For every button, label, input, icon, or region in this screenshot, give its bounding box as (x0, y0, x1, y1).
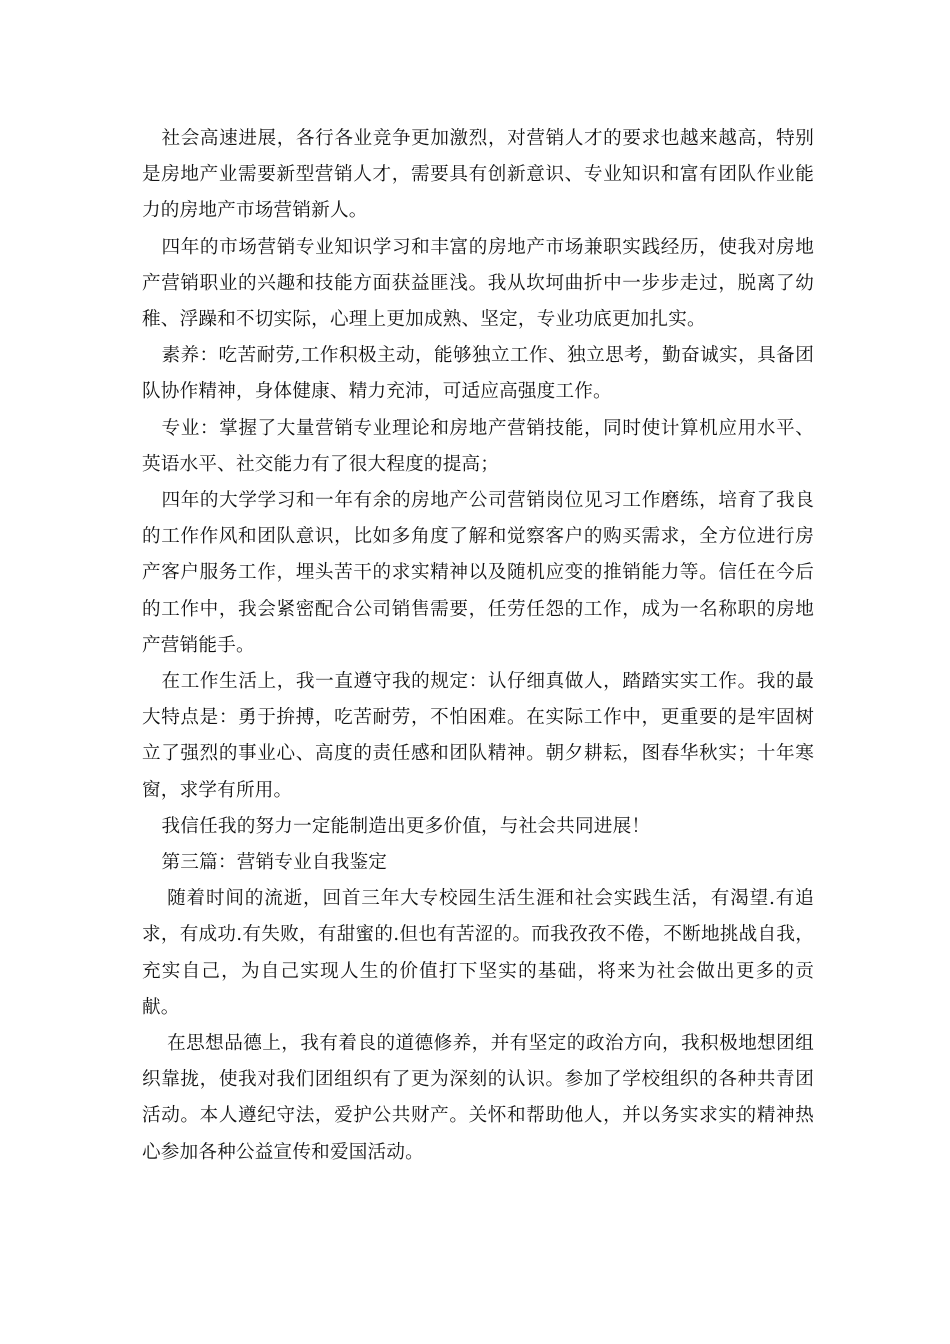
paragraph-professional: 专业：掌握了大量营销专业理论和房地产营销技能，同时使计算机应用水平、英语水平、社交能力有了很大程度的提高； (142, 417, 814, 475)
paragraph-moral-character: 在思想品德上，我有着良的道德修养，并有坚定的政治方向，我积极地想团组织靠拢，使我对我们团组织有了更为深刻的认识。参加了学校组织的各种共青团活动。本人遵纪守法，爱护公共财产。关怀和帮助他人，并以务实求实的精神热心参加各种公益宣传和爱国活动。 (142, 1033, 814, 1163)
section-heading: 第三篇：营销专业自我鉴定 (161, 852, 388, 874)
paragraph-study-experience: 四年的市场营销专业知识学习和丰富的房地产市场兼职实践经历，使我对房地产营销职业的兴趣和技能方面获益匪浅。我从坎坷曲折中一步步走过，脱离了幼稚、浮躁和不切实际，心理上更加成熟、坚定，专业功底更加扎实。 (142, 236, 814, 331)
paragraph-reflection: 随着时间的流逝，回首三年大专校园生活生涯和社会实践生活，有渴望.有追求，有成功.有失败，有甜蜜的.但也有苦涩的。而我孜孜不倦，不断地挑战自我，充实自己，为自己实现人生的价值打下坚实的基础，将来为社会做出更多的贡献。 (142, 888, 814, 1018)
paragraph-internship: 四年的大学学习和一年有余的房地产公司营销岗位见习工作磨练，培育了我良的工作作风和团队意识，比如多角度了解和觉察客户的购买需求，全方位进行房产客户服务工作，埋头苦干的求实精神以及随机应变的推销能力等。信任在今后的工作中，我会紧密配合公司销售需要，任劳任怨的工作，成为一名称职的房地产营销能手。 (142, 490, 814, 656)
paragraph-conclusion: 我信任我的努力一定能制造出更多价值，与社会共同进展！ (161, 815, 651, 837)
document-body (142, 121, 814, 1171)
paragraph-intro: 社会高速进展，各行各业竞争更加激烈，对营销人才的要求也越来越高，特别是房地产业需要新型营销人才，需要具有创新意识、专业知识和富有团队作业能力的房地产市场营销新人。 (142, 128, 814, 222)
paragraph-qualities: 素养：吃苦耐劳,工作积极主动，能够独立工作、独立思考，勤奋诚实，具备团队协作精神，身体健康、精力充沛，可适应高强度工作。 (142, 345, 814, 403)
paragraph-work-life: 在工作生活上，我一直遵守我的规定：认仔细真做人，踏踏实实工作。我的最大特点是：勇于拚搏，吃苦耐劳，不怕困难。在实际工作中，更重要的是牢固树立了强烈的事业心、高度的责任感和团队精神。朝夕耕耘，图春华秋实；十年寒窗，求学有所用。 (142, 671, 814, 801)
